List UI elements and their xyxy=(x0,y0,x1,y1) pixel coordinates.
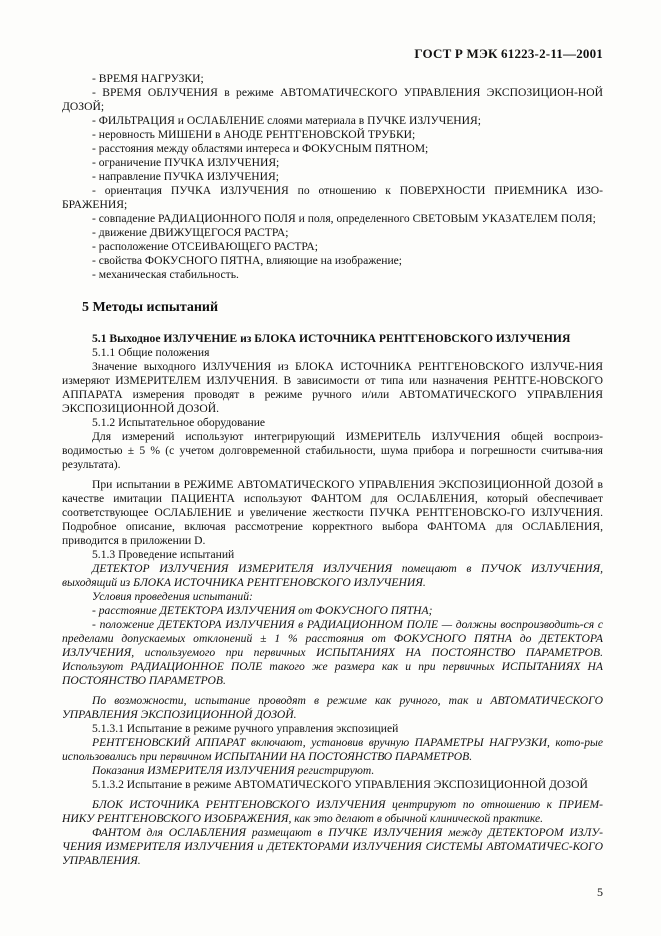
page-header: ГОСТ Р МЭК 61223-2-11—2001 xyxy=(414,46,603,61)
paragraph: БЛОК ИСТОЧНИКА РЕНТГЕНОВСКОГО ИЗЛУЧЕНИЯ центрируют по отношению к ПРИЕМ-НИКУ РЕНТГЕНОВСКОГО ИЗОБРАЖЕНИЯ, как это делают в обычной клинической практике. xyxy=(62,798,603,825)
clause-title: 5.1.3.2 Испытание в режиме АВТОМАТИЧЕСКОГО УПРАВЛЕНИЯ ЭКСПОЗИЦИОННОЙ ДОЗОЙ xyxy=(92,778,588,791)
clause-title: 5.1.2 Испытательное оборудование xyxy=(92,416,266,429)
paragraph: ДЕТЕКТОР ИЗЛУЧЕНИЯ ИЗМЕРИТЕЛЯ ИЗЛУЧЕНИЯ помещают в ПУЧОК ИЗЛУЧЕНИЯ, выходящий из БЛОКА ИСТОЧНИКА РЕНТГЕНОВСКОГО ИЗЛУЧЕНИЯ. xyxy=(62,562,603,589)
section-title: 5 Методы испытаний xyxy=(82,300,219,315)
list-item: - свойства ФОКУСНОГО ПЯТНА, влияющие на изображение; xyxy=(92,254,403,267)
paragraph: Значение выходного ИЗЛУЧЕНИЯ из БЛОКА ИСТОЧНИКА РЕНТГЕНОВСКОГО ИЗЛУЧЕ-НИЯ измеряют ИЗМЕРИТЕЛЕМ ИЗЛУЧЕНИЯ. В зависимости от типа или назначения РЕНТГЕ-НОВСКОГО АППАРАТА измерения проводят в режиме ручного и/или АВТОМАТИЧЕСКОГО УПРАВЛЕНИЯ ЭКСПОЗИЦИОННОЙ ДОЗОЙ. xyxy=(62,360,603,415)
list-item: - ВРЕМЯ ОБЛУЧЕНИЯ в режиме АВТОМАТИЧЕСКОГО УПРАВЛЕНИЯ ЭКСПОЗИЦИОН-НОЙ ДОЗОЙ; xyxy=(62,86,603,113)
list-item: - расстояния между областями интереса и ФОКУСНЫМ ПЯТНОМ; xyxy=(92,142,429,155)
list-item: - ориентация ПУЧКА ИЗЛУЧЕНИЯ по отношению к ПОВЕРХНОСТИ ПРИЕМНИКА ИЗО-БРАЖЕНИЯ; xyxy=(62,184,603,211)
page-body xyxy=(62,72,603,868)
list-item: - механическая стабильность. xyxy=(92,268,239,281)
list-item: - совпадение РАДИАЦИОННОГО ПОЛЯ и поля, определенного СВЕТОВЫМ УКАЗАТЕЛЕМ ПОЛЯ; xyxy=(92,212,596,225)
clause-title: 5.1.3 Проведение испытаний xyxy=(92,548,235,561)
condition-item: - положение ДЕТЕКТОРА ИЗЛУЧЕНИЯ в РАДИАЦИОННОМ ПОЛЕ — должны воспроизводить-ся с пределами допускаемых отклонений ± 1 % расстояния от ФОКУСНОГО ПЯТНА до ДЕТЕКТОРА ИЗЛУЧЕНИЯ, используемого при первичных ИСПЫТАНИЯХ НА ПОСТОЯНСТВО ПАРАМЕТРОВ. Используют РАДИАЦИОННОЕ ПОЛЕ такого же размера как и при первичных ИСПЫТАНИЯХ НА ПОСТОЯНСТВО ПАРАМЕТРОВ. xyxy=(62,618,603,687)
list-item: - ограничение ПУЧКА ИЗЛУЧЕНИЯ; xyxy=(92,156,280,169)
condition-item: - расстояние ДЕТЕКТОРА ИЗЛУЧЕНИЯ от ФОКУСНОГО ПЯТНА; xyxy=(92,604,433,617)
paragraph: При испытании в РЕЖИМЕ АВТОМАТИЧЕСКОГО УПРАВЛЕНИЯ ЭКСПОЗИЦИОННОЙ ДОЗОЙ в качестве имитации ПАЦИЕНТА используют ФАНТОМ для ОСЛАБЛЕНИЯ, который обеспечивает соответствующее ОСЛАБЛЕНИЕ и увеличение жесткости ПУЧКА РЕНТГЕНОВСКО-ГО ИЗЛУЧЕНИЯ. Подробное описание, включая рассмотрение корректного выбора ФАНТОМА для ОСЛАБЛЕНИЯ, приводится в приложении D. xyxy=(62,478,603,547)
paragraph: РЕНТГЕНОВСКИЙ АППАРАТ включают, установив вручную ПАРАМЕТРЫ НАГРУЗКИ, кото-рые использовались при первичном ИСПЫТАНИИ НА ПОСТОЯНСТВО ПАРАМЕТРОВ. xyxy=(62,736,603,763)
list-item: - расположение ОТСЕИВАЮЩЕГО РАСТРА; xyxy=(92,240,318,253)
paragraph: По возможности, испытание проводят в режиме как ручного, так и АВТОМАТИЧЕСКОГО УПРАВЛЕНИЯ ЭКСПОЗИЦИОННОЙ ДОЗОЙ. xyxy=(62,694,603,721)
clause-title: 5.1.1 Общие положения xyxy=(92,346,210,359)
list-item: - ВРЕМЯ НАГРУЗКИ; xyxy=(92,72,204,85)
list-item: - движение ДВИЖУЩЕГОСЯ РАСТРА; xyxy=(92,226,289,239)
paragraph: Для измерений используют интегрирующий ИЗМЕРИТЕЛЬ ИЗЛУЧЕНИЯ общей воспроиз-водимостью ± 5 % (с учетом долговременной стабильности, шума прибора и погрешности считыва-ния результата). xyxy=(62,430,603,471)
list-item: - неровность МИШЕНИ в АНОДЕ РЕНТГЕНОВСКОЙ ТРУБКИ; xyxy=(92,128,416,141)
list-item: - ФИЛЬТРАЦИЯ и ОСЛАБЛЕНИЕ слоями материала в ПУЧКЕ ИЗЛУЧЕНИЯ; xyxy=(92,114,482,127)
subsection-title: 5.1 Выходное ИЗЛУЧЕНИЕ из БЛОКА ИСТОЧНИКА РЕНТГЕНОВСКОГО ИЗЛУЧЕНИЯ xyxy=(92,332,571,345)
paragraph: Показания ИЗМЕРИТЕЛЯ ИЗЛУЧЕНИЯ регистрируют. xyxy=(92,764,375,777)
page-number: 5 xyxy=(597,885,603,899)
list-item: - направление ПУЧКА ИЗЛУЧЕНИЯ; xyxy=(92,170,279,183)
conditions-title: Условия проведения испытаний: xyxy=(92,590,253,603)
clause-title: 5.1.3.1 Испытание в режиме ручного управления экспозицией xyxy=(92,722,399,735)
paragraph: ФАНТОМ для ОСЛАБЛЕНИЯ размещают в ПУЧКЕ ИЗЛУЧЕНИЯ между ДЕТЕКТОРОМ ИЗЛУ-ЧЕНИЯ ИЗМЕРИТЕЛЯ ИЗЛУЧЕНИЯ и ДЕТЕКТОРАМИ ИЗЛУЧЕНИЯ СИСТЕМЫ АВТОМАТИЧЕС-КОГО УПРАВЛЕНИЯ. xyxy=(62,826,603,867)
